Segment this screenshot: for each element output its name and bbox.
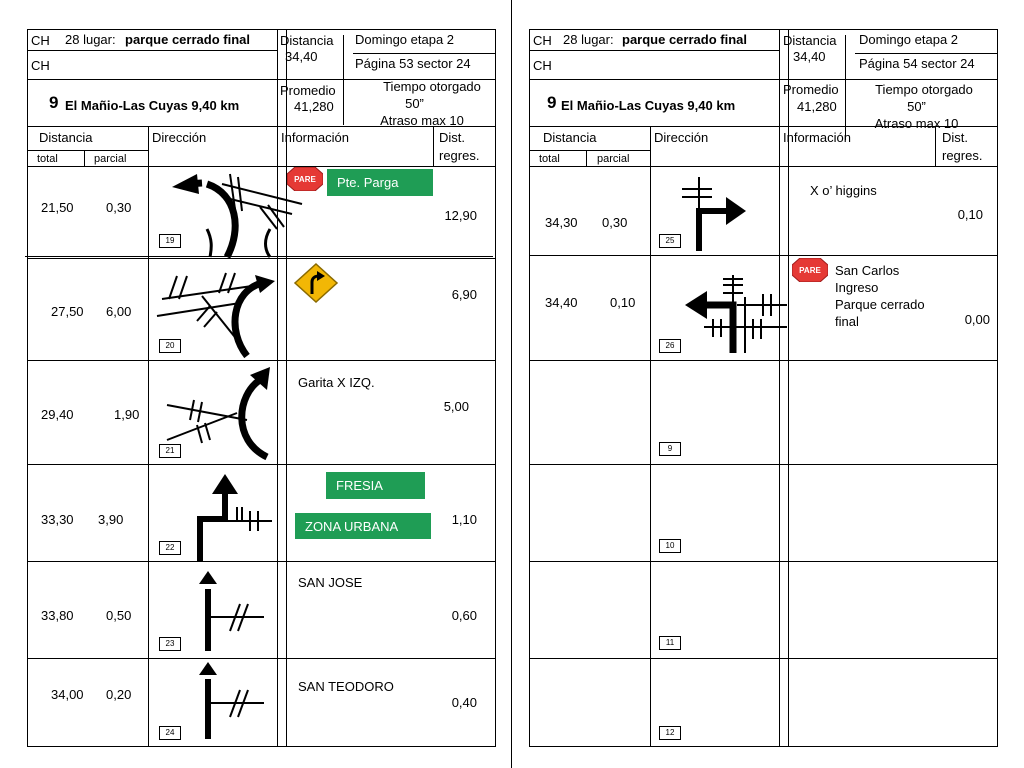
- row-number: 9: [659, 442, 681, 456]
- distance-label: Distancia: [783, 33, 837, 48]
- day-label: Domingo etapa 2: [859, 32, 959, 47]
- info-badge-zone: ZONA URBANA: [295, 513, 431, 539]
- row-regres: 5,00: [443, 399, 469, 414]
- distance-value: 34,40: [285, 49, 318, 64]
- row-partial: 0,30: [106, 200, 132, 215]
- place-name: parque cerrado final: [622, 32, 747, 47]
- turn-right-icon: [654, 169, 789, 253]
- row-number: 12: [659, 726, 681, 740]
- row-number: 10: [659, 539, 681, 553]
- row-total: 27,50: [51, 304, 84, 319]
- row-regres: 0,40: [451, 695, 477, 710]
- curve-right-with-tracks-icon: [152, 261, 287, 358]
- roadbook-page-left: [27, 29, 497, 747]
- row-partial: 0,20: [106, 687, 132, 702]
- row-total: 34,40: [545, 295, 578, 310]
- row-number: 24: [159, 726, 181, 740]
- stage-name: El Mañio-Las Cuyas 9,40 km: [65, 98, 240, 113]
- curve-left-with-tracks-icon: [152, 169, 287, 257]
- stop-sign-icon: [287, 167, 323, 191]
- stop-sign-text: PARE: [294, 175, 316, 184]
- time-allowed: Tiempo otorgado: [875, 82, 973, 97]
- row-regres: 0,60: [451, 608, 477, 623]
- page-label: Página 53 sector 24: [355, 56, 471, 71]
- roadbook-page-right: [529, 29, 999, 747]
- row-partial: 3,90: [98, 512, 124, 527]
- info-badge: Pte. Parga: [327, 169, 433, 196]
- time-allowed: Tiempo otorgado: [383, 79, 481, 94]
- center-divider: [511, 0, 512, 768]
- row-regres: 0,10: [957, 207, 983, 222]
- place-prefix: 28 lugar:: [563, 32, 614, 47]
- row-number: 22: [159, 541, 181, 555]
- col-total: total: [37, 153, 58, 165]
- row-partial: 0,30: [602, 215, 628, 230]
- distance-value: 34,40: [793, 49, 826, 64]
- col-dist-regres-2: regres.: [942, 148, 983, 163]
- col-total: total: [539, 153, 560, 165]
- info-text-line1: San Carlos: [835, 263, 900, 278]
- row-number: 25: [659, 234, 681, 248]
- curve-right-warning-icon: [295, 264, 337, 302]
- stage-number: 9: [547, 93, 557, 112]
- col-dist-regres-2: regres.: [439, 148, 480, 163]
- distance-label: Distancia: [280, 33, 334, 48]
- row-total: 33,30: [41, 512, 74, 527]
- row-number: 26: [659, 339, 681, 353]
- average-value: 41,280: [797, 99, 837, 114]
- col-informacion: Información: [783, 130, 851, 145]
- stage-number: 9: [49, 93, 59, 112]
- info-badge-town: FRESIA: [326, 472, 425, 499]
- col-informacion: Información: [281, 130, 349, 145]
- row-regres: 1,10: [451, 512, 477, 527]
- col-parcial: parcial: [597, 153, 630, 165]
- col-dist-regres: Dist.: [942, 130, 968, 145]
- row-number: 21: [159, 444, 181, 458]
- straight-with-right-track-icon: [152, 569, 287, 657]
- col-distancia: Distancia: [39, 130, 93, 145]
- page-label: Página 54 sector 24: [859, 56, 975, 71]
- max-delay: Atraso max 10: [380, 113, 464, 128]
- place-name: parque cerrado final: [125, 32, 250, 47]
- row-number: 23: [159, 637, 181, 651]
- row-regres: 12,90: [444, 208, 477, 223]
- turn-left-with-tracks-icon: [679, 267, 789, 357]
- max-delay: Atraso max 10: [874, 116, 959, 131]
- ch-label: CH: [533, 33, 552, 48]
- row-partial: 0,50: [106, 608, 132, 623]
- row-regres: 6,90: [451, 287, 477, 302]
- stop-sign-text: PARE: [799, 266, 821, 275]
- row-total: 34,00: [51, 687, 84, 702]
- row-number: 11: [659, 636, 681, 650]
- col-parcial: parcial: [94, 153, 127, 165]
- row-partial: 0,10: [610, 295, 636, 310]
- stage-name: El Mañio-Las Cuyas 9,40 km: [561, 98, 736, 113]
- stop-sign-icon: [792, 258, 828, 282]
- curve-right-with-tracks-icon: [152, 365, 287, 462]
- straight-with-right-track-icon: [152, 661, 287, 745]
- average-value: 41,280: [294, 99, 334, 114]
- col-direccion: Dirección: [654, 130, 709, 145]
- row-total: 21,50: [41, 200, 74, 215]
- time-value: 50”: [907, 99, 926, 114]
- ch-label-2: CH: [31, 58, 50, 73]
- row-number: 19: [159, 234, 181, 248]
- info-text: Garita X IZQ.: [298, 375, 375, 390]
- day-label: Domingo etapa 2: [355, 32, 455, 47]
- info-text-line3: Parque cerrado: [835, 297, 925, 312]
- average-label: Promedio: [783, 82, 839, 97]
- ch-label-2: CH: [533, 58, 552, 73]
- row-number: 20: [159, 339, 181, 353]
- info-text: SAN JOSE: [298, 575, 363, 590]
- row-total: 29,40: [41, 407, 74, 422]
- average-label: Promedio: [280, 83, 336, 98]
- row-partial: 1,90: [114, 407, 140, 422]
- info-text: SAN TEODORO: [298, 679, 394, 694]
- col-distancia: Distancia: [543, 130, 597, 145]
- time-value: 50”: [405, 96, 424, 111]
- info-text: X o’ higgins: [810, 183, 877, 198]
- row-total: 33,80: [41, 608, 74, 623]
- place-prefix: 28 lugar:: [65, 32, 116, 47]
- info-text-line4: final: [835, 314, 859, 329]
- row-total: 34,30: [545, 215, 578, 230]
- info-text-line2: Ingreso: [835, 280, 879, 295]
- row-regres: 0,00: [964, 312, 990, 327]
- col-dist-regres: Dist.: [439, 130, 465, 145]
- turn-then-straight-icon: [152, 469, 287, 561]
- ch-label: CH: [31, 33, 50, 48]
- col-direccion: Dirección: [152, 130, 207, 145]
- row-partial: 6,00: [106, 304, 132, 319]
